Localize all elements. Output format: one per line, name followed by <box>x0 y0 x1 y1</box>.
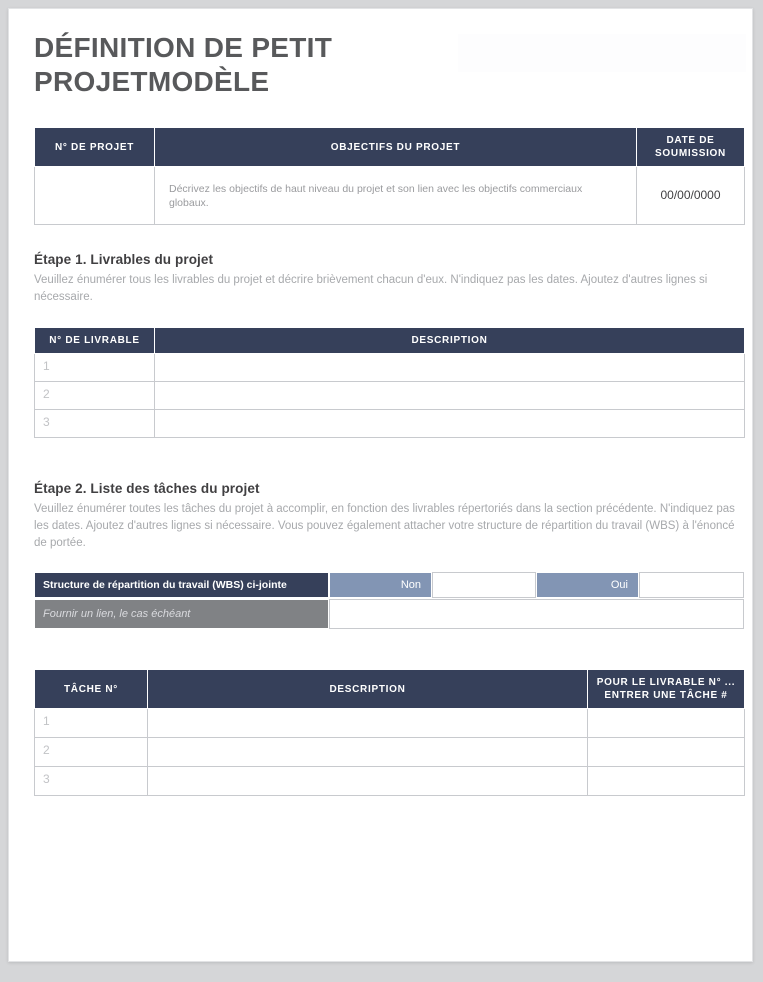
header-task-description: DESCRIPTION <box>148 670 588 709</box>
cell-task-description[interactable] <box>148 738 588 767</box>
deliverables-table <box>34 327 745 438</box>
cell-task-number[interactable]: 1 <box>35 709 148 738</box>
wbs-link-label: Fournir un lien, le cas échéant <box>34 599 329 629</box>
header-deliverable-number: N° DE LIVRABLE <box>35 328 155 354</box>
header-task-deliverable-line1: POUR LE LIVRABLE N° ... <box>596 677 736 688</box>
wbs-option-no-field[interactable] <box>432 572 536 598</box>
table-header-row <box>35 328 745 354</box>
page-title: DÉFINITION DE PETIT PROJETMODÈLE <box>34 32 333 97</box>
wbs-option-yes-label: Oui <box>536 572 639 598</box>
table-row <box>35 167 745 225</box>
step2-title: Étape 2. Liste des tâches du projet <box>34 481 260 496</box>
cell-task-deliverable[interactable] <box>588 709 745 738</box>
table-row <box>35 767 745 796</box>
cell-submission-date[interactable]: 00/00/0000 <box>637 167 745 225</box>
step1-title: Étape 1. Livrables du projet <box>34 252 214 267</box>
document-page <box>8 8 753 962</box>
wbs-link-row <box>34 599 744 629</box>
header-submission-date: DATE DE SOUMISSION <box>637 128 745 167</box>
wbs-link-field[interactable] <box>329 599 744 629</box>
header-deliverable-description: DESCRIPTION <box>155 328 745 354</box>
table-row <box>35 709 745 738</box>
header-project-objectives: OBJECTIFS DU PROJET <box>155 128 637 167</box>
wbs-question-row <box>34 572 744 598</box>
header-project-number: N° DE PROJET <box>35 128 155 167</box>
cell-project-number[interactable] <box>35 167 155 225</box>
table-header-row <box>35 670 745 709</box>
cell-project-objectives[interactable]: Décrivez les objectifs de haut niveau du projet et son lien avec les objectifs commerciaux globaux. <box>155 167 637 225</box>
header-task-deliverable <box>588 670 745 709</box>
cell-task-number[interactable]: 2 <box>35 738 148 767</box>
step2-description: Veuillez énumérer toutes les tâches du projet à accomplir, en fonction des livrables répertoriés dans la section précédente. N'indiquez pas les dates. Ajoutez d'autres lignes si nécessaire. Vous pouvez également attacher votre structure de répartition du travail (WBS) à l'énoncé de portée. <box>34 503 735 549</box>
table-row <box>35 354 745 382</box>
table-row <box>35 410 745 438</box>
tasks-table <box>34 669 745 796</box>
cell-task-deliverable[interactable] <box>588 767 745 796</box>
wbs-question-label: Structure de répartition du travail (WBS) ci-jointe <box>34 572 329 598</box>
cell-deliverable-description[interactable] <box>155 382 745 410</box>
header-task-deliverable-line2: ENTRER UNE TÂCHE # <box>604 690 728 701</box>
cell-task-description[interactable] <box>148 767 588 796</box>
logo-placeholder <box>458 34 746 72</box>
cell-deliverable-number[interactable]: 3 <box>35 410 155 438</box>
project-info-table <box>34 127 745 225</box>
cell-deliverable-description[interactable] <box>155 410 745 438</box>
cell-deliverable-number[interactable]: 2 <box>35 382 155 410</box>
wbs-option-no-label: Non <box>329 572 432 598</box>
table-row <box>35 382 745 410</box>
header-task-number: TÂCHE N° <box>35 670 148 709</box>
cell-deliverable-number[interactable]: 1 <box>35 354 155 382</box>
wbs-option-yes-field[interactable] <box>639 572 744 598</box>
cell-task-deliverable[interactable] <box>588 738 745 767</box>
cell-deliverable-description[interactable] <box>155 354 745 382</box>
table-header-row <box>35 128 745 167</box>
cell-task-number[interactable]: 3 <box>35 767 148 796</box>
step1-description: Veuillez énumérer tous les livrables du projet et décrire brièvement chacun d'eux. N'indiquez pas les dates. Ajoutez d'autres lignes si nécessaire. <box>34 274 708 303</box>
table-row <box>35 738 745 767</box>
cell-task-description[interactable] <box>148 709 588 738</box>
wbs-attachment-block <box>34 572 744 629</box>
